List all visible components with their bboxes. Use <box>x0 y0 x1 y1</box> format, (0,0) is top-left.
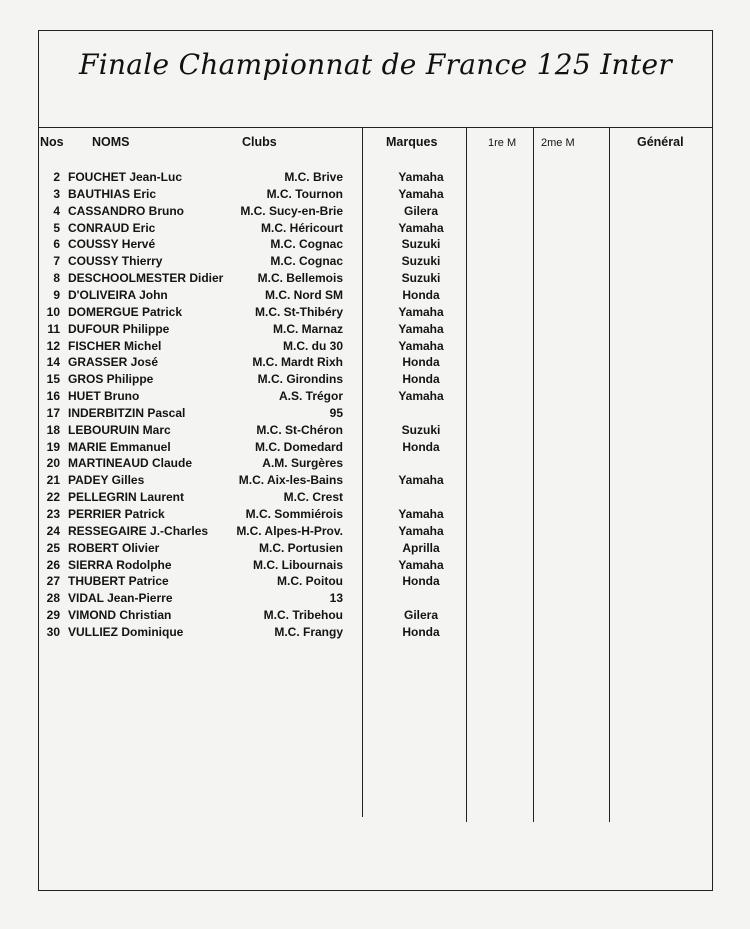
rider-name: BAUTHIAS Eric <box>68 186 157 201</box>
rider-club: M.C. Cognac <box>270 237 343 252</box>
page-title: Finale Championnat de France 125 Inter <box>78 48 672 81</box>
rider-name: DOMERGUE Patrick <box>68 304 183 319</box>
rider-club: M.C. du 30 <box>282 338 343 353</box>
table-row <box>0 236 750 252</box>
rider-number: 20 <box>46 456 60 471</box>
rider-marque: Yamaha <box>398 186 444 201</box>
rider-number: 9 <box>53 287 60 302</box>
rider-name: PELLEGRIN Laurent <box>68 490 185 505</box>
rider-name: RESSEGAIRE J.-Charles <box>68 523 209 538</box>
rider-club: M.C. Sommiérois <box>245 507 343 521</box>
table-row <box>0 338 750 354</box>
rider-name: CONRAUD Eric <box>68 220 156 235</box>
table-row <box>0 321 750 337</box>
table-row <box>0 405 750 421</box>
rider-marque: Yamaha <box>398 304 444 319</box>
rider-name: ROBERT Olivier <box>68 540 160 555</box>
rider-club: A.S. Trégor <box>278 389 343 404</box>
rider-name: D'OLIVEIRA John <box>68 287 168 302</box>
rider-number: 30 <box>46 624 60 639</box>
rider-number: 12 <box>46 338 60 353</box>
rider-name: DUFOUR Philippe <box>68 321 170 336</box>
rider-number: 8 <box>53 271 60 286</box>
rider-name: THUBERT Patrice <box>68 574 169 589</box>
rider-name: FOUCHET Jean-Luc <box>68 170 183 184</box>
rider-name: PADEY Gilles <box>68 473 145 488</box>
rider-marque: Honda <box>402 287 440 302</box>
rider-number: 29 <box>46 608 60 623</box>
rider-name: INDERBITZIN Pascal <box>68 405 186 420</box>
table-row <box>0 557 750 573</box>
rider-club: M.C. Nord SM <box>265 287 343 302</box>
rider-club: M.C. Tribehou <box>263 608 343 623</box>
rider-club: A.M. Surgères <box>262 456 343 471</box>
rider-club: M.C. Marnaz <box>272 321 343 336</box>
rider-marque: Yamaha <box>398 389 444 404</box>
rider-number: 23 <box>46 507 60 521</box>
table-row <box>0 186 750 202</box>
rider-club: M.C. Cognac <box>270 254 343 269</box>
rider-marque: Suzuki <box>401 271 441 286</box>
rider-name: FISCHER Michel <box>68 338 162 353</box>
header-clubs: Clubs <box>242 135 277 149</box>
rider-number: 6 <box>53 237 60 252</box>
rider-marque: Gilera <box>403 203 439 218</box>
rider-name: GRASSER José <box>68 355 159 370</box>
table-row <box>0 472 750 488</box>
rider-marque: Honda <box>402 624 440 639</box>
rider-club: M.C. Domedard <box>254 439 343 454</box>
rider-number: 26 <box>46 557 60 572</box>
rider-name: DESCHOOLMESTER Didier <box>68 271 224 286</box>
rider-number: 28 <box>46 591 60 606</box>
rider-club: M.C. Aix-les-Bains <box>238 473 343 488</box>
rider-club: M.C. Poitou <box>277 574 343 589</box>
rider-marque: Suzuki <box>401 237 441 252</box>
rider-number: 10 <box>46 304 60 319</box>
rider-number: 7 <box>53 254 60 269</box>
rider-club: M.C. St-Chéron <box>256 422 343 437</box>
rider-number: 18 <box>46 422 60 437</box>
table-row <box>0 371 750 387</box>
rider-number: 11 <box>47 321 60 336</box>
rider-marque: Yamaha <box>398 473 444 488</box>
rider-name: COUSSY Thierry <box>68 254 163 269</box>
rider-number: 4 <box>53 203 60 218</box>
rider-marque: Yamaha <box>398 220 444 235</box>
header-general: Général <box>637 135 684 149</box>
rider-club: M.C. Bellemois <box>257 271 343 286</box>
rider-number: 2 <box>53 170 60 184</box>
rider-club: M.C. St-Thibéry <box>254 304 343 319</box>
rider-marque: Yamaha <box>398 170 444 184</box>
rider-marque: Yamaha <box>398 523 444 538</box>
rider-number: 17 <box>46 405 60 420</box>
rider-club: 95 <box>329 405 343 420</box>
table-row <box>0 422 750 438</box>
rider-name: VULLIEZ Dominique <box>68 624 184 639</box>
rider-name: COUSSY Hervé <box>68 237 156 252</box>
header-noms: NOMS <box>92 135 130 149</box>
rider-number: 27 <box>46 574 60 589</box>
rider-name: HUET Bruno <box>68 389 140 404</box>
rider-number: 19 <box>46 439 60 454</box>
rider-club: M.C. Alpes-H-Prov. <box>236 523 343 538</box>
rider-number: 5 <box>53 220 60 235</box>
table-row <box>0 523 750 539</box>
header-1re-manche: 1re M <box>488 137 517 149</box>
table-row <box>0 287 750 303</box>
rider-club: M.C. Brive <box>284 170 343 184</box>
rider-number: 16 <box>46 389 60 404</box>
rider-number: 24 <box>46 523 60 538</box>
rider-marque: Honda <box>402 574 440 589</box>
table-row <box>0 540 750 556</box>
table-row <box>0 304 750 320</box>
header-2me-manche: 2me M <box>541 137 575 149</box>
rider-marque: Aprilla <box>402 540 440 555</box>
rider-club: M.C. Girondins <box>257 372 343 387</box>
rider-name: MARIE Emmanuel <box>68 439 171 454</box>
rider-marque: Honda <box>402 372 440 387</box>
table-row <box>0 590 750 606</box>
rider-marque: Gilera <box>403 608 439 623</box>
rider-club: M.C. Tournon <box>266 186 343 201</box>
rider-club: M.C. Portusien <box>258 540 343 555</box>
rider-club: 13 <box>329 591 343 606</box>
rider-marque: Yamaha <box>398 507 444 521</box>
table-row <box>0 455 750 471</box>
rider-club: M.C. Mardt Rixh <box>252 355 343 370</box>
table-row <box>0 253 750 269</box>
table-row <box>0 506 750 522</box>
rider-number: 22 <box>46 490 60 505</box>
rider-marque: Yamaha <box>398 338 444 353</box>
rider-marque: Suzuki <box>401 254 441 269</box>
header-marques: Marques <box>386 135 438 149</box>
table-row <box>0 354 750 370</box>
rider-club: M.C. Frangy <box>274 624 343 639</box>
rider-number: 21 <box>46 473 60 488</box>
rider-number: 15 <box>46 372 60 387</box>
title-divider <box>38 127 713 128</box>
rider-marque: Yamaha <box>398 321 444 336</box>
rider-number: 3 <box>53 186 60 201</box>
table-row <box>0 573 750 589</box>
rider-name: VIMOND Christian <box>68 608 172 623</box>
rider-name: GROS Philippe <box>68 372 154 387</box>
rider-name: SIERRA Rodolphe <box>68 557 172 572</box>
rider-name: CASSANDRO Bruno <box>68 203 184 218</box>
rider-club: M.C. Héricourt <box>260 220 343 235</box>
rider-marque: Honda <box>402 355 440 370</box>
rider-name: MARTINEAUD Claude <box>68 456 193 471</box>
rider-marque: Yamaha <box>398 557 444 572</box>
table-row <box>0 220 750 236</box>
table-row <box>0 439 750 455</box>
rider-name: PERRIER Patrick <box>68 507 165 521</box>
header-nos: Nos <box>40 135 64 149</box>
table-row <box>0 607 750 623</box>
table-row <box>0 624 750 640</box>
table-row <box>0 203 750 219</box>
rider-number: 25 <box>46 540 60 555</box>
rider-number: 14 <box>46 355 60 370</box>
rider-marque: Suzuki <box>401 422 441 437</box>
rider-club: M.C. Crest <box>283 490 343 505</box>
rider-club: M.C. Libournais <box>253 557 343 572</box>
table-row <box>0 489 750 505</box>
table-row <box>0 169 750 185</box>
rider-name: VIDAL Jean-Pierre <box>68 591 173 606</box>
table-row <box>0 388 750 404</box>
rider-club: M.C. Sucy-en-Brie <box>240 203 343 218</box>
table-row <box>0 270 750 286</box>
rider-name: LEBOURUIN Marc <box>68 422 171 437</box>
rider-marque: Honda <box>402 439 440 454</box>
